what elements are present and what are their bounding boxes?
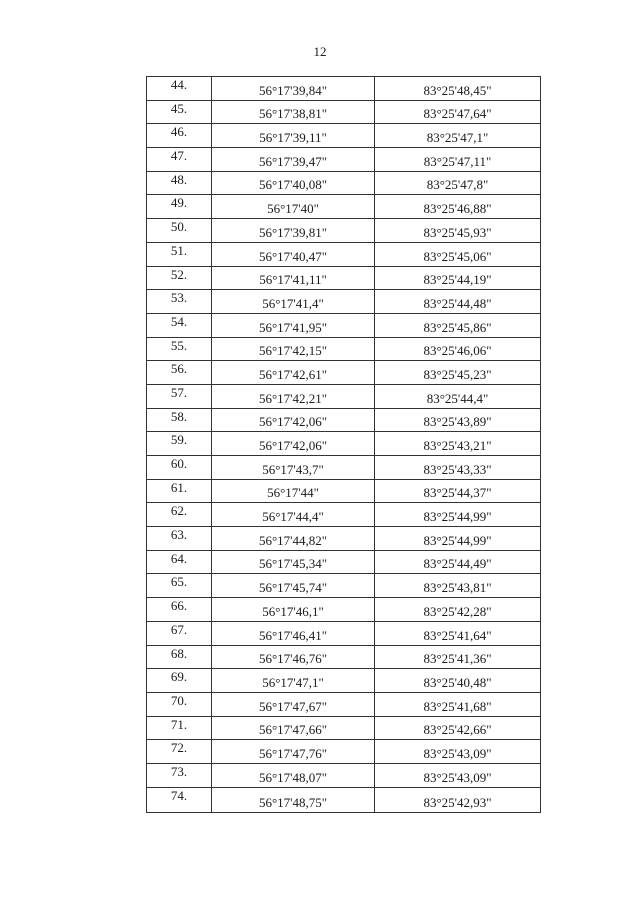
longitude-cell: 83°25'41,64" xyxy=(375,621,541,645)
latitude-cell: 56°17'47,66" xyxy=(212,716,375,740)
latitude-cell: 56°17'42,06" xyxy=(212,432,375,456)
table-row xyxy=(147,763,541,787)
longitude-cell: 83°25'44,99" xyxy=(375,503,541,527)
point-number: 49. xyxy=(147,195,212,219)
latitude-cell: 56°17'46,41" xyxy=(212,621,375,645)
latitude-cell: 56°17'46,76" xyxy=(212,645,375,669)
latitude-cell: 56°17'41,4" xyxy=(212,290,375,314)
coordinates-table xyxy=(146,76,541,813)
longitude-cell: 83°25'44,49" xyxy=(375,550,541,574)
table-row xyxy=(147,171,541,195)
longitude-cell: 83°25'47,8" xyxy=(375,171,541,195)
longitude-cell: 83°25'41,36" xyxy=(375,645,541,669)
table-row xyxy=(147,242,541,266)
point-number: 74. xyxy=(147,787,212,812)
point-number: 69. xyxy=(147,669,212,693)
table-row xyxy=(147,598,541,622)
point-number: 54. xyxy=(147,313,212,337)
point-number: 48. xyxy=(147,171,212,195)
latitude-cell: 56°17'47,76" xyxy=(212,740,375,764)
latitude-cell: 56°17'44" xyxy=(212,479,375,503)
latitude-cell: 56°17'41,95" xyxy=(212,313,375,337)
point-number: 62. xyxy=(147,503,212,527)
table-row xyxy=(147,313,541,337)
table-row xyxy=(147,195,541,219)
table-row xyxy=(147,787,541,812)
table-row xyxy=(147,124,541,148)
longitude-cell: 83°25'47,11" xyxy=(375,148,541,172)
table-row xyxy=(147,669,541,693)
point-number: 70. xyxy=(147,692,212,716)
point-number: 53. xyxy=(147,290,212,314)
point-number: 46. xyxy=(147,124,212,148)
table-row xyxy=(147,527,541,551)
latitude-cell: 56°17'47,1" xyxy=(212,669,375,693)
table-row xyxy=(147,503,541,527)
point-number: 73. xyxy=(147,763,212,787)
longitude-cell: 83°25'40,48" xyxy=(375,669,541,693)
table-row xyxy=(147,574,541,598)
point-number: 52. xyxy=(147,266,212,290)
latitude-cell: 56°17'42,61" xyxy=(212,361,375,385)
table-row xyxy=(147,432,541,456)
longitude-cell: 83°25'47,64" xyxy=(375,100,541,124)
latitude-cell: 56°17'42,15" xyxy=(212,337,375,361)
table-row xyxy=(147,100,541,124)
point-number: 58. xyxy=(147,408,212,432)
point-number: 55. xyxy=(147,337,212,361)
longitude-cell: 83°25'44,99" xyxy=(375,527,541,551)
latitude-cell: 56°17'39,11" xyxy=(212,124,375,148)
latitude-cell: 56°17'47,67" xyxy=(212,692,375,716)
longitude-cell: 83°25'43,33" xyxy=(375,456,541,480)
longitude-cell: 83°25'46,88" xyxy=(375,195,541,219)
table-row xyxy=(147,384,541,408)
latitude-cell: 56°17'40,08" xyxy=(212,171,375,195)
point-number: 44. xyxy=(147,77,212,101)
longitude-cell: 83°25'43,09" xyxy=(375,740,541,764)
longitude-cell: 83°25'44,48" xyxy=(375,290,541,314)
latitude-cell: 56°17'39,47" xyxy=(212,148,375,172)
point-number: 66. xyxy=(147,598,212,622)
longitude-cell: 83°25'45,23" xyxy=(375,361,541,385)
latitude-cell: 56°17'45,74" xyxy=(212,574,375,598)
point-number: 67. xyxy=(147,621,212,645)
table-row xyxy=(147,408,541,432)
latitude-cell: 56°17'44,4" xyxy=(212,503,375,527)
point-number: 60. xyxy=(147,456,212,480)
point-number: 61. xyxy=(147,479,212,503)
table-row xyxy=(147,361,541,385)
table-row xyxy=(147,148,541,172)
latitude-cell: 56°17'46,1" xyxy=(212,598,375,622)
point-number: 65. xyxy=(147,574,212,598)
point-number: 51. xyxy=(147,242,212,266)
point-number: 47. xyxy=(147,148,212,172)
table-row xyxy=(147,716,541,740)
longitude-cell: 83°25'41,68" xyxy=(375,692,541,716)
longitude-cell: 83°25'43,21" xyxy=(375,432,541,456)
table-row xyxy=(147,290,541,314)
table-row xyxy=(147,621,541,645)
table-row xyxy=(147,337,541,361)
point-number: 68. xyxy=(147,645,212,669)
longitude-cell: 83°25'43,89" xyxy=(375,408,541,432)
latitude-cell: 56°17'42,21" xyxy=(212,384,375,408)
longitude-cell: 83°25'45,93" xyxy=(375,219,541,243)
longitude-cell: 83°25'43,09" xyxy=(375,763,541,787)
point-number: 59. xyxy=(147,432,212,456)
latitude-cell: 56°17'48,07" xyxy=(212,763,375,787)
table-row xyxy=(147,77,541,101)
latitude-cell: 56°17'42,06" xyxy=(212,408,375,432)
latitude-cell: 56°17'40" xyxy=(212,195,375,219)
latitude-cell: 56°17'40,47" xyxy=(212,242,375,266)
table-row xyxy=(147,692,541,716)
longitude-cell: 83°25'42,28" xyxy=(375,598,541,622)
table-row xyxy=(147,550,541,574)
point-number: 63. xyxy=(147,527,212,551)
longitude-cell: 83°25'46,06" xyxy=(375,337,541,361)
latitude-cell: 56°17'45,34" xyxy=(212,550,375,574)
table-row xyxy=(147,456,541,480)
latitude-cell: 56°17'39,81" xyxy=(212,219,375,243)
point-number: 72. xyxy=(147,740,212,764)
longitude-cell: 83°25'43,81" xyxy=(375,574,541,598)
latitude-cell: 56°17'38,81" xyxy=(212,100,375,124)
point-number: 71. xyxy=(147,716,212,740)
longitude-cell: 83°25'42,93" xyxy=(375,787,541,812)
latitude-cell: 56°17'41,11" xyxy=(212,266,375,290)
table-row xyxy=(147,266,541,290)
point-number: 56. xyxy=(147,361,212,385)
page-number: 12 xyxy=(313,44,327,59)
point-number: 64. xyxy=(147,550,212,574)
longitude-cell: 83°25'48,45" xyxy=(375,77,541,101)
longitude-cell: 83°25'47,1" xyxy=(375,124,541,148)
point-number: 50. xyxy=(147,219,212,243)
longitude-cell: 83°25'42,66" xyxy=(375,716,541,740)
longitude-cell: 83°25'45,86" xyxy=(375,313,541,337)
table-row xyxy=(147,645,541,669)
longitude-cell: 83°25'44,4" xyxy=(375,384,541,408)
table-row xyxy=(147,219,541,243)
table-row xyxy=(147,740,541,764)
longitude-cell: 83°25'45,06" xyxy=(375,242,541,266)
latitude-cell: 56°17'43,7" xyxy=(212,456,375,480)
latitude-cell: 56°17'48,75" xyxy=(212,787,375,812)
latitude-cell: 56°17'44,82" xyxy=(212,527,375,551)
latitude-cell: 56°17'39,84" xyxy=(212,77,375,101)
point-number: 57. xyxy=(147,384,212,408)
table-row xyxy=(147,479,541,503)
point-number: 45. xyxy=(147,100,212,124)
longitude-cell: 83°25'44,37" xyxy=(375,479,541,503)
longitude-cell: 83°25'44,19" xyxy=(375,266,541,290)
